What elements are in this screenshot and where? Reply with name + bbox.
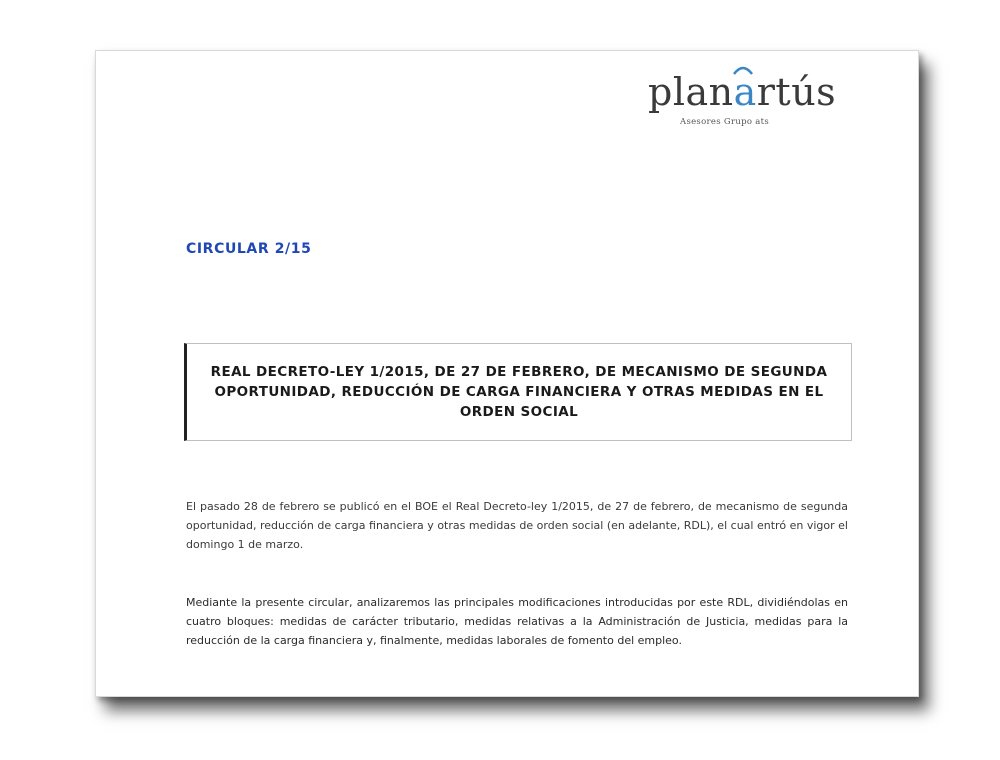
logo-word-end: rtús bbox=[756, 70, 837, 114]
document-title: REAL DECRETO-LEY 1/2015, DE 27 DE FEBRERO, DE MECANISMO DE SEGUNDA OPORTUNIDAD, REDUCCIÓN DE CARGA FINANCIERA Y OTRAS MEDIDAS EN EL ORDEN SOCIAL bbox=[210, 364, 828, 420]
planartus-logo bbox=[648, 70, 848, 127]
logo-word-start: plan bbox=[648, 70, 734, 114]
circular-label: CIRCULAR 2/15 bbox=[186, 241, 312, 257]
logo-arc-icon bbox=[732, 65, 754, 75]
logo-word-accent: a bbox=[734, 73, 757, 111]
document-page bbox=[95, 50, 919, 697]
paragraph-summary: Mediante la presente circular, analizaremos las principales modificaciones introducidas por este RDL, dividiéndolas en cuatro bloques: medidas de carácter tributario, medidas relativas a la Administración de Justicia, medidas para la reducción de la carga financiera y, finalmente, medidas laborales de fomento del empleo. bbox=[186, 596, 848, 647]
logo-tagline: Asesores Grupo ats bbox=[680, 117, 770, 127]
logo-wordmark bbox=[648, 70, 848, 114]
title-box bbox=[184, 343, 852, 441]
paragraph-intro: El pasado 28 de febrero se publicó en el BOE el Real Decreto-ley 1/2015, de 27 de febrero, de mecanismo de segunda oportunidad, reducción de carga financiera y otras medidas de orden social (en adelante, RDL), el cual entró en vigor el domingo 1 de marzo. bbox=[186, 500, 848, 551]
